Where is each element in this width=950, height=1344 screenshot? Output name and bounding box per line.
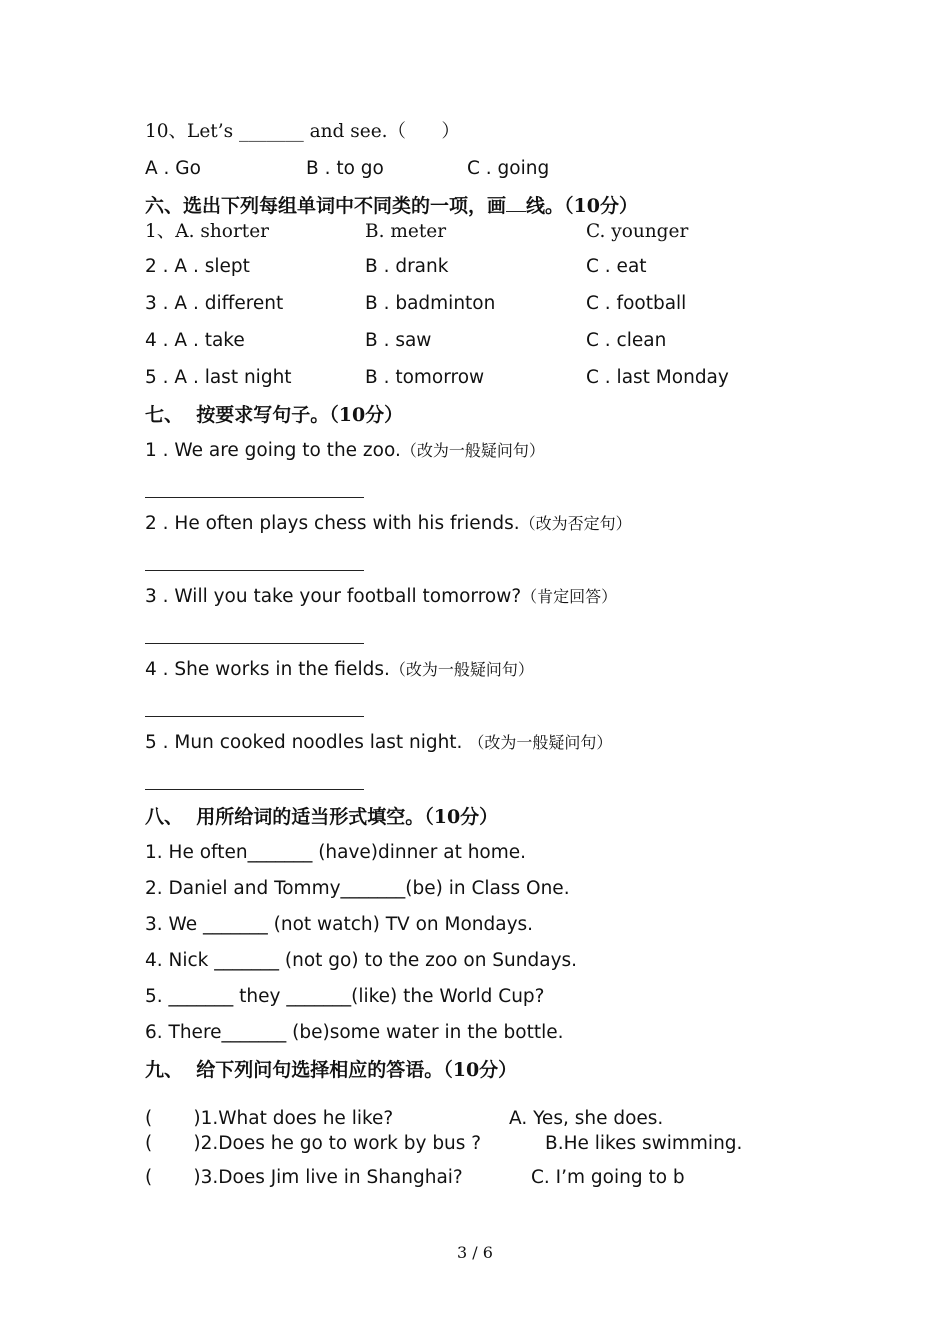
section-8-title: 八、 用所给词的适当形式填空。（10分） bbox=[145, 806, 499, 828]
item-note: （改为一般疑问句） bbox=[468, 733, 613, 752]
section-8-item-4: 4. Nick _______ (not go) to the zoo on Sundays. bbox=[145, 950, 578, 971]
section-7-item-1 bbox=[145, 439, 545, 463]
section-9-question-1: ( )1.What does he like? bbox=[145, 1108, 394, 1129]
answer-line-2[interactable] bbox=[145, 570, 364, 571]
section-8-item-6: 6. There_______ (be)some water in the bottle. bbox=[145, 1022, 564, 1043]
item-note: （改为一般疑问句） bbox=[389, 660, 534, 679]
section-7-title: 七、 按要求写句子。（10分） bbox=[145, 404, 404, 426]
section-6-row-1-b: B. meter bbox=[365, 221, 447, 242]
item-text: 5 . Mun cooked noodles last night. bbox=[145, 732, 469, 753]
question-10-option-b: B . to go bbox=[306, 158, 384, 179]
section-6-title-pre: 六、选出下列每组单词中不同类的一项，画 bbox=[145, 195, 507, 217]
section-7-item-2 bbox=[145, 512, 632, 536]
section-6-row-2-c: C . eat bbox=[586, 256, 647, 277]
item-note: （改为一般疑问句） bbox=[400, 441, 545, 460]
item-text: 1 . We are going to the zoo. bbox=[145, 440, 401, 461]
section-7-item-4 bbox=[145, 658, 534, 682]
answer-line-3[interactable] bbox=[145, 643, 364, 644]
section-9-title: 九、 给下列问句选择相应的答语。（10分） bbox=[145, 1059, 518, 1081]
section-8-item-1: 1. He often_______ (have)dinner at home. bbox=[145, 842, 527, 863]
answer-line-1[interactable] bbox=[145, 497, 364, 498]
section-6-row-4-a: 4 . A . take bbox=[145, 330, 245, 351]
item-note: （肯定回答） bbox=[521, 587, 618, 606]
section-7-item-5 bbox=[145, 731, 612, 755]
section-6-row-3-c: C . football bbox=[586, 293, 687, 314]
section-9-question-3: ( )3.Does Jim live in Shanghai? bbox=[145, 1167, 463, 1188]
section-6-row-1-c: C. younger bbox=[586, 221, 689, 242]
underline-blank bbox=[506, 197, 526, 212]
section-6-row-4-b: B . saw bbox=[365, 330, 432, 351]
section-9-question-2: ( )2.Does he go to work by bus ? bbox=[145, 1133, 482, 1154]
question-10-stem: 10、Let’s _______ and see.（ ） bbox=[145, 121, 460, 142]
section-6-row-3-b: B . badminton bbox=[365, 293, 496, 314]
question-10-option-a: A . Go bbox=[145, 158, 201, 179]
section-9-answer-c: C. I’m going to b bbox=[531, 1167, 685, 1188]
answer-line-5[interactable] bbox=[145, 789, 364, 790]
item-text: 2 . He often plays chess with his friends. bbox=[145, 513, 520, 534]
section-6-row-3-a: 3 . A . different bbox=[145, 293, 284, 314]
section-6-row-2-b: B . drank bbox=[365, 256, 449, 277]
item-text: 4 . She works in the fields. bbox=[145, 659, 390, 680]
section-6-row-2-a: 2 . A . slept bbox=[145, 256, 250, 277]
section-8-item-5: 5. _______ they _______(like) the World Cup? bbox=[145, 986, 545, 1007]
section-6-row-5-c: C . last Monday bbox=[586, 367, 729, 388]
section-8-item-3: 3. We _______ (not watch) TV on Mondays. bbox=[145, 914, 534, 935]
section-6-row-5-a: 5 . A . last night bbox=[145, 367, 292, 388]
item-text: 3 . Will you take your football tomorrow? bbox=[145, 586, 522, 607]
section-6-row-1-a: 1、A. shorter bbox=[145, 221, 270, 242]
answer-line-4[interactable] bbox=[145, 716, 364, 717]
page-number: 3 / 6 bbox=[457, 1243, 493, 1262]
section-6-row-5-b: B . tomorrow bbox=[365, 367, 485, 388]
section-9-answer-b: B.He likes swimming. bbox=[545, 1133, 743, 1154]
section-8-item-2: 2. Daniel and Tommy_______(be) in Class One. bbox=[145, 878, 570, 899]
section-9-answer-a: A. Yes, she does. bbox=[509, 1108, 664, 1129]
section-6-title-post: 线。（10分） bbox=[526, 195, 638, 217]
question-10-option-c: C . going bbox=[467, 158, 550, 179]
section-6-title bbox=[145, 194, 638, 218]
section-7-item-3 bbox=[145, 585, 617, 609]
section-6-row-4-c: C . clean bbox=[586, 330, 667, 351]
item-note: （改为否定句） bbox=[519, 514, 632, 533]
